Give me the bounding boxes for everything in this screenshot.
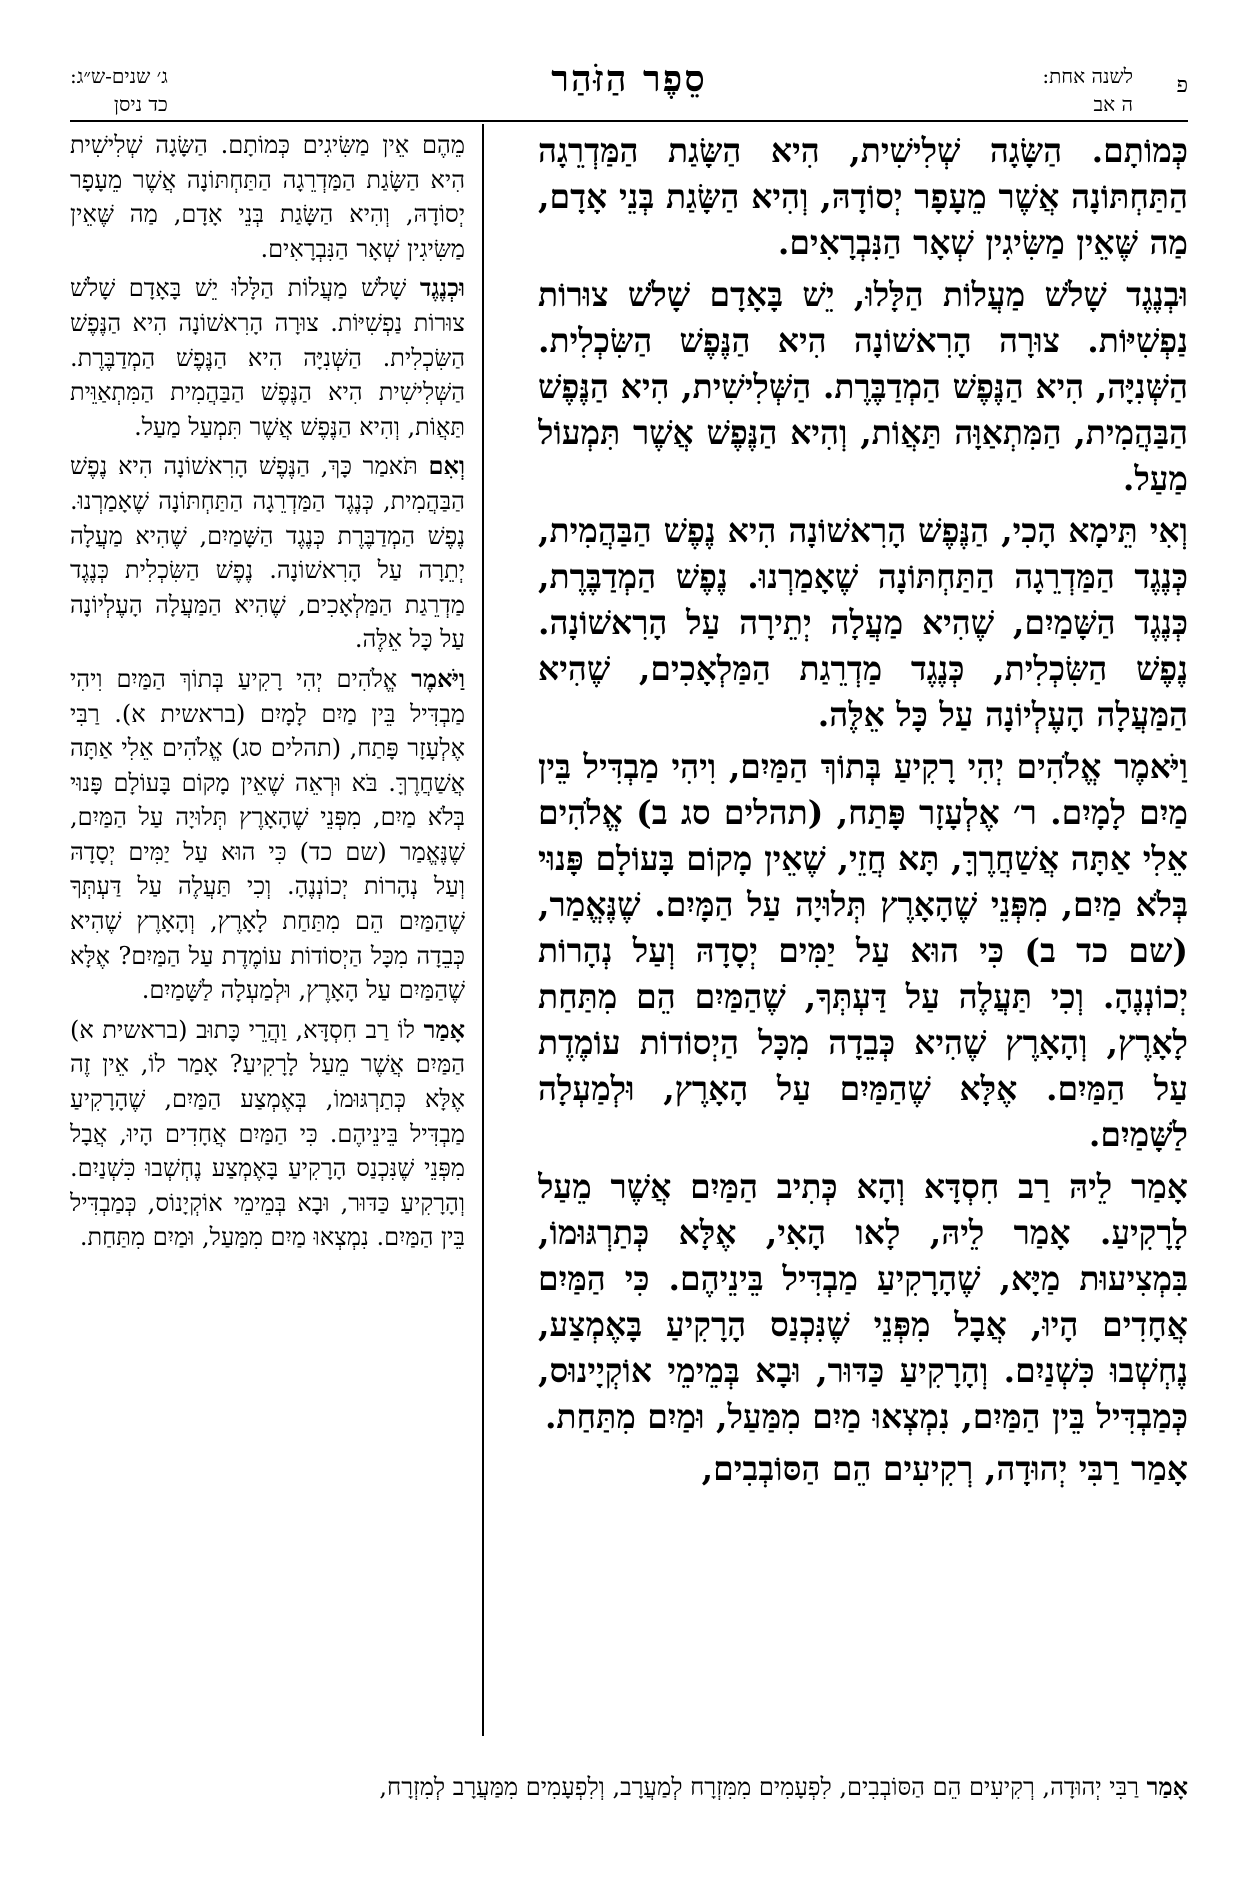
main-paragraph <box>538 128 1188 266</box>
header-right-line1: לשנה אחת: <box>1042 64 1133 88</box>
paragraph-text: רַבִּי יְהוּדָה, רְקִיעִים הֵם הַסּוֹבְבִים, <box>701 1449 1132 1488</box>
paragraph-lead-word: וּכְנֶגֶד <box>419 273 465 303</box>
main-paragraph <box>538 508 1188 738</box>
header-right-line2: ה אב <box>1093 92 1133 116</box>
header-left-info <box>70 62 168 118</box>
paragraph-lead-word: אָמַר <box>1131 1167 1188 1206</box>
translation-column <box>70 128 465 1736</box>
paragraph-text: שָׁלֹשׁ מַעֲלוֹת הַלָּלוּ יֵשׁ בָּאָדָם שָׁלֹשׁ צוּרוֹת נַפְשִׁיּוֹת. צוּרָה הָרִאשׁוֹנָה הִיא הַנֶּפֶשׁ הַשִּׂכְלִית. הַשְּׁנִיָּה הִיא הַנֶּפֶשׁ הַמְדַבֶּרֶת. הַשְּׁלִישִׁית הִיא הַנֶּפֶשׁ הַבַּהֲמִית הַמִּתְאַוֵּית תַּאֲוֹת, וְהִיא הַנֶּפֶשׁ אֲשֶׁר תִּמְעַל מַעַל. <box>70 274 465 441</box>
paragraph-text: תֹּאמַר כָּךְ, הַנֶּפֶשׁ הָרִאשׁוֹנָה הִיא נֶפֶשׁ הַבַּהֲמִית, כְּנֶגֶד הַמַּדְרֵגָה הַתַּחְתּוֹנָה שֶׁאָמַרְנוּ. נֶפֶשׁ הַמְדַבֶּרֶת כְּנֶגֶד הַשָּׁמַיִם, שֶׁהִיא מַעֲלָה יְתֵרָה עַל הָרִאשׁוֹנָה. נֶפֶשׁ הַשִּׂכְלִית כְּנֶגֶד מַדְרֵגַת הַמַּלְאָכִים, שֶׁהִיא הַמַּעֲלָה הָעֶלְיוֹנָה עַל כָּל אֵלֶּה. <box>70 452 465 654</box>
paragraph-text: רַבִּי יְהוּדָה, רְקִיעִים הֵם הַסּוֹבְבִים, לִפְעָמִים מִמִּזְרָח לְמַעֲרָב, וְלִפְעָמִים מִמַּעֲרָב לְמִזְרָח, <box>379 1773 1147 1801</box>
paragraph-lead-word: וּבְנֶגֶד <box>1126 275 1188 314</box>
paragraph-text: כְּמוֹתָם. הַשָּׂגָה שְׁלִישִׁית, הִיא הַשָּׂגַת הַמַּדְרֵגָה הַתַּחְתּוֹנָה אֲשֶׁר מֵעָפָר יְסוֹדָהּ, וְהִיא הַשָּׂגַת בְּנֵי אָדָם, מַה שֶּׁאֵין מַשִּׂיגִין שְׁאָר הַנִּבְרָאִים. <box>538 131 1188 262</box>
main-paragraph <box>538 1446 1188 1492</box>
translation-paragraph <box>70 662 465 1008</box>
page-header <box>70 58 1188 120</box>
translation-paragraph <box>70 449 465 657</box>
translation-paragraph <box>70 271 465 444</box>
translation-paragraph <box>70 1013 465 1255</box>
footer-continuation-line <box>65 1770 1188 1804</box>
main-paragraph <box>538 744 1188 1158</box>
page-letter: פ <box>1176 73 1188 98</box>
main-text-column <box>538 128 1188 1736</box>
header-left-line2: כד ניסן <box>113 92 168 116</box>
translation-paragraph <box>70 128 465 266</box>
column-divider <box>482 124 484 1736</box>
paragraph-lead-word: וַיֹּאמֶר <box>411 663 465 693</box>
paragraph-lead-word: אָמַר <box>1146 1772 1188 1801</box>
main-paragraph <box>538 272 1188 502</box>
paragraph-text: שָׁלֹשׁ מַעֲלוֹת הַלָּלוּ, יֵשׁ בָּאָדָם שָׁלֹשׁ צוּרוֹת נַפְשִׁיּוֹת. צוּרָה הָרִאשׁוֹנָה הִיא הַנֶּפֶשׁ הַשִּׂכְלִית. הַשְּׁנִיָּה, הִיא הַנֶּפֶשׁ הַמְדַבֶּרֶת. הַשְּׁלִישִׁית, הִיא הַנֶּפֶשׁ הַבַּהֲמִית, הַמִּתְאַוָּה תַּאֲוֹת, וְהִיא הַנֶּפֶשׁ אֲשֶׁר תִּמְעוֹל מַעַל. <box>538 275 1188 498</box>
book-title: סֵפֶר הַזֹּהַר <box>551 58 707 100</box>
main-paragraph <box>538 1164 1188 1440</box>
paragraph-lead-word: וַיֹּאמֶר <box>1113 747 1188 786</box>
paragraph-text: אֱלֹהִים יְהִי רָקִיעַ בְּתוֹךְ הַמַּיִם וִיהִי מַבְדִּיל בֵּין מַיִם לָמָיִם (בראשית א). רַבִּי אֶלְעָזָר פָּתַח, (תהלים סג) אֱלֹהִים אֵלִי אַתָּה אֲשַׁחֲרֶךָּ. בֹּא וּרְאֵה שֶׁאֵין מָקוֹם בָּעוֹלָם פָּנוּי בְּלֹא מַיִם, מִפְּנֵי שֶׁהָאָרֶץ תְּלוּיָה עַל הַמַּיִם, שֶׁנֶּאֱמַר (שם כד) כִּי הוּא עַל יַמִּים יְסָדָהּ וְעַל נְהָרוֹת יְכוֹנְנֶהָ. וְכִי תַּעֲלֶה עַל דַּעְתְּךָ שֶׁהַמַּיִם הֵם מִתַּחַת לָאָרֶץ, וְהָאָרֶץ שֶׁהִיא כְּבֵדָה מִכָּל הַיְסוֹדוֹת עוֹמֶדֶת עַל הַמַּיִם? אֶלָּא שֶׁהַמַּיִם עַל הָאָרֶץ, וּלְמַעְלָה לַשָּׁמַיִם. <box>70 664 465 1005</box>
header-left-line1: ג׳ שנים-ש״ג: <box>70 64 168 88</box>
paragraph-text: מֵהֶם אֵין מַשִּׂיגִים כְּמוֹתָם. הַשָּׂגָה שְׁלִישִׁית הִיא הַשָּׂגַת הַמַּדְרֵגָה הַתַּחְתּוֹנָה אֲשֶׁר מֵעָפָר יְסוֹדָהּ, וְהִיא הַשָּׂגַת בְּנֵי אָדָם, מַה שֶּׁאֵין מַשִּׂיגִין שְׁאָר הַנִּבְרָאִים. <box>70 131 465 263</box>
paragraph-text: אֱלֹהִים יְהִי רָקִיעַ בְּתוֹךְ הַמַּיִם, וִיהִי מַבְדִּיל בֵּין מַיִם לָמָיִם. ר׳ אֶלְעָזָר פָּתַח, (תהלים סג ב) אֱלֹהִים אֵלִי אַתָּה אֲשַׁחֲרֶךָּ, תָּא חֲזֵי, שֶׁאֵין מָקוֹם בָּעוֹלָם פָּנוּי בְּלֹא מַיִם, מִפְּנֵי שֶׁהָאָרֶץ תְּלוּיָה עַל הַמָּיִם. שֶׁנֶּאֱמַר, (שם כד ב) כִּי הוּא עַל יַמִּים יְסָדָהּ וְעַל נְהָרוֹת יְכוֹנְנֶהָ. וְכִי תַּעֲלֶה עַל דַּעְתְּךָ, שֶׁהַמַּיִם הֵם מִתַּחַת לָאָרֶץ, וְהָאָרֶץ שֶׁהִיא כְּבֵדָה מִכָּל הַיְסוֹדוֹת עוֹמֶדֶת עַל הַמַּיִם. אֶלָּא שֶׁהַמַּיִם עַל הָאָרֶץ, וּלְמַעְלָה לַשָּׁמַיִם. <box>538 747 1188 1154</box>
paragraph-text: לוֹ רַב חִסְדָּא, וַהֲרֵי כָּתוּב (בראשית א) הַמַּיִם אֲשֶׁר מֵעַל לָרָקִיעַ? אָמַר לוֹ, אֵין זֶה אֶלָּא כְּתַרְגּוּמוֹ, בְּאֶמְצַע הַמַּיִם, שֶׁהָרָקִיעַ מַבְדִּיל בֵּינֵיהֶם. כִּי הַמַּיִם אֲחָדִים הָיוּ, אֲבָל מִפְּנֵי שֶׁנִּכְנַס הָרָקִיעַ בָּאֶמְצַע נֶחְשְׁבוּ כִּשְׁנַיִם. וְהָרָקִיעַ כַּדּוּר, וּבָא בְּמֵימֵי אוֹקְיָנוֹס, כְּמַבְדִּיל בֵּין הַמַּיִם. נִמְצְאוּ מַיִם מִמַּעַל, וּמַיִם מִתַּחַת. <box>70 1015 465 1252</box>
paragraph-lead-word: אָמַר <box>1131 1449 1188 1488</box>
paragraph-lead-word: וְאִם <box>428 451 465 481</box>
header-divider <box>70 120 1188 122</box>
paragraph-lead-word: וְאִי <box>1149 511 1188 550</box>
paragraph-lead-word: אָמַר <box>423 1014 465 1044</box>
paragraph-text: תֵּימָא הָכִי, הַנֶּפֶשׁ הָרִאשׁוֹנָה הִיא נֶפֶשׁ הַבַּהֲמִית, כְּנֶגֶד הַמַּדְרֵגָה הַתַּחְתּוֹנָה שֶׁאָמַרְנוּ. נֶפֶשׁ הַמְדַבֶּרֶת, כְּנֶגֶד הַשָּׁמַיִם, שֶׁהִיא מַעֲלָה יְתֵירָה עַל הָרִאשׁוֹנָה. נֶפֶשׁ הַשִּׂכְלִית, כְּנֶגֶד מַדְרֵגַת הַמַּלְאָכִים, שֶׁהִיא הַמַּעֲלָה הָעֶלְיוֹנָה עַל כָּל אֵלֶּה. <box>538 511 1188 734</box>
paragraph-text: לֵיהּ רַב חִסְדָּא וְהָא כְּתִיב הַמַּיִם אֲשֶׁר מֵעַל לָרָקִיעַ. אָמַר לֵיהּ, לָאו הָאִי, אֶלָּא כְּתַרְגּוּמוֹ, בִּמְצִיעוּת מַיָּא, שֶׁהָרָקִיעַ מַבְדִּיל בֵּינֵיהֶם. כִּי הַמַּיִם אֲחָדִים הָיוּ, אֲבָל מִפְּנֵי שֶׁנִּכְנַס הָרָקִיעַ בָּאֶמְצַע, נֶחְשְׁבוּ כִּשְׁנַיִם. וְהָרָקִיעַ כַּדּוּר, וּבָא בְּמֵימֵי אוֹקְיָינוּס, כְּמַבְדִּיל בֵּין הַמַּיִם, נִמְצְאוּ מַיִם מִמַּעַל, וּמַיִם מִתַּחַת. <box>538 1167 1188 1436</box>
